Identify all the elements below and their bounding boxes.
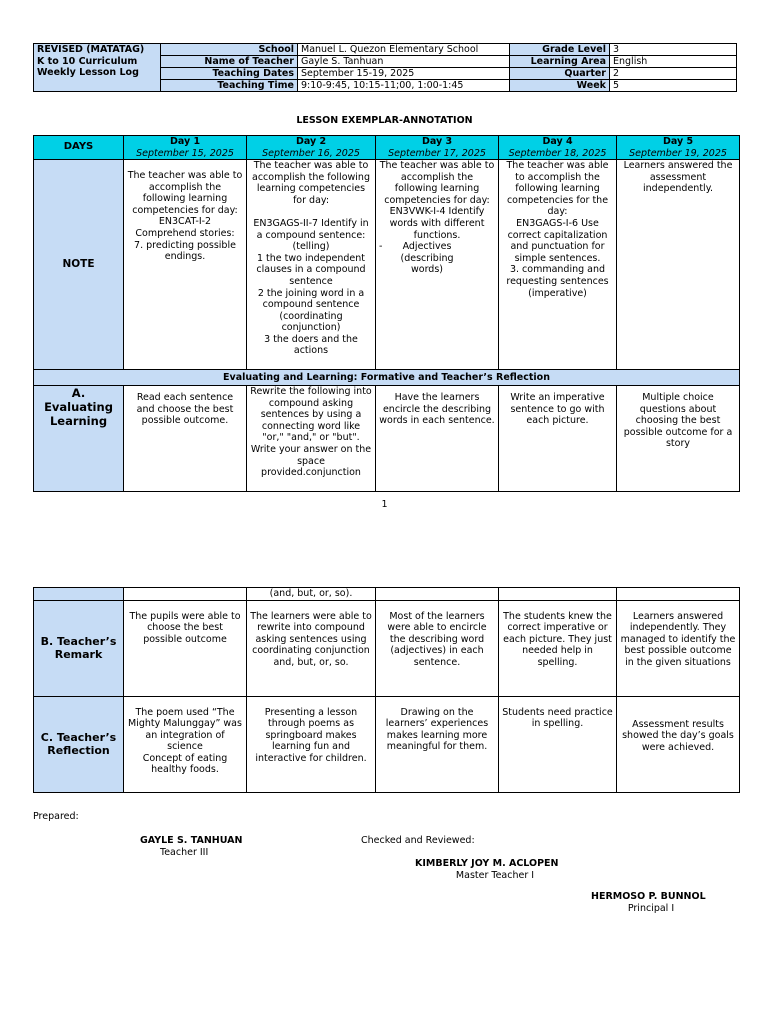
note-day-2: The teacher was able to accomplish the following learning competencies for day: EN3GAGS-II-7 Identify in a compound sentence: (telling) 1 the two independent clauses in a compound sentence 2 the joining word in a compound sentence (coordinating conjunction) 3 the doers and the actions	[247, 160, 376, 370]
learning-area-value: English	[610, 56, 737, 68]
note-day-5: Learners answered the assessment independently.	[617, 160, 740, 370]
day-4-name: Day 4	[542, 136, 573, 147]
page-number: 1	[381, 499, 388, 510]
quarter-label: Quarter	[510, 68, 610, 80]
week-label: Week	[510, 80, 610, 92]
reflection-day-3: Drawing on the learners’ experiences makes learning more meaningful for them.	[376, 696, 499, 792]
day-5-header	[617, 136, 740, 160]
checker-name: KIMBERLY JOY M. ACLOPEN	[415, 858, 559, 869]
evaluating-learning-label: A. Evaluating Learning	[34, 386, 124, 492]
remark-day-3: Most of the learners were able to encircle the describing word (adjectives) in each sentence.	[376, 600, 499, 696]
learning-area-label: Learning Area	[510, 56, 610, 68]
evaluating-day-3: Have the learners encircle the describing words in each sentence.	[376, 386, 499, 492]
remark-day-2: The learners were able to rewrite into compound asking sentences using coordinating conjunction and, but, or, so.	[247, 600, 376, 696]
day-5-name: Day 5	[662, 136, 694, 147]
adjectives-bullet: - Adjectives (describing words)	[379, 241, 454, 276]
school-label: School	[161, 44, 298, 56]
school-value: Manuel L. Quezon Elementary School	[298, 44, 510, 56]
day-4-header	[499, 136, 617, 160]
day-2-date: September 16, 2025	[262, 147, 360, 159]
teachers-reflection-label: C. Teacher’s Reflection	[34, 696, 124, 792]
teacher-label: Name of Teacher	[161, 56, 298, 68]
principal-signature-block	[591, 891, 711, 914]
reflection-day-1: The poem used “The Mighty Malunggay” was an integration of science Concept of eating healthy foods.	[124, 696, 247, 792]
day-5-date: September 19, 2025	[629, 147, 727, 159]
day-1-header	[124, 136, 247, 160]
preparer-role: Teacher III	[160, 846, 209, 858]
lesson-exemplar-table	[33, 135, 740, 492]
reflection-day-4: Students need practice in spelling.	[499, 696, 617, 792]
reflection-day-2: Presenting a lesson through poems as springboard makes learning fun and interactive for children.	[247, 696, 376, 792]
day-1-date: September 15, 2025	[136, 147, 234, 159]
preparer-signature-block	[140, 835, 256, 858]
checker-role: Master Teacher I	[455, 869, 535, 881]
note-day-1: The teacher was able to accomplish the following learning competencies for day: EN3CAT-I-2 Comprehend stories: 7. predicting possible endings.	[124, 160, 247, 370]
day-3-name: Day 3	[421, 136, 453, 147]
days-header: DAYS	[34, 136, 124, 160]
checker-signature-block	[415, 858, 575, 881]
grade-level-label: Grade Level	[510, 44, 610, 56]
evaluating-day-4: Write an imperative sentence to go with each picture.	[499, 386, 617, 492]
teaching-dates-label: Teaching Dates	[161, 68, 298, 80]
principal-role: Principal I	[627, 902, 675, 914]
continued-day-2: (and, but, or, so).	[247, 588, 376, 601]
evaluating-day-2: Rewrite the following into compound asking sentences by using a connecting word like "or," "and," or "but". Write your answer on the space provided.conjunction	[247, 386, 376, 492]
continued-day-5	[617, 588, 740, 601]
exemplar-title: LESSON EXEMPLAR-ANNOTATION	[296, 115, 473, 126]
teachers-remark-label: B. Teacher’s Remark	[34, 600, 124, 696]
day-3-date: September 17, 2025	[388, 147, 486, 159]
continued-day-1	[124, 588, 247, 601]
note-day-3: The teacher was able to accomplish the following learning competencies for day: EN3VWK-I-4 Identify words with different functions. - Adjectives (describing words)	[376, 160, 499, 370]
day-2-header	[247, 136, 376, 160]
day-2-name: Day 2	[295, 136, 327, 147]
prepared-label: Prepared:	[33, 811, 79, 822]
quarter-value: 2	[610, 68, 737, 80]
section-title: Evaluating and Learning: Formative and Teacher’s Reflection	[34, 370, 740, 386]
remark-day-1: The pupils were able to choose the best possible outcome	[124, 600, 247, 696]
continued-day-4	[499, 588, 617, 601]
checked-label: Checked and Reviewed:	[361, 835, 475, 846]
day-4-date: September 18, 2025	[508, 147, 607, 159]
note-day-4: The teacher was able to accomplish the following learning competencies for the day: EN3GAGS-I-6 Use correct capitalization and punctuation for simple sentences. 3. commanding and requesting sentences (imperative)	[499, 160, 617, 370]
remark-day-5: Learners answered independently. They managed to identify the best possible outcome in the given situations	[617, 600, 740, 696]
continued-label-cell	[34, 588, 124, 601]
continued-day-3	[376, 588, 499, 601]
evaluating-day-1: Read each sentence and choose the best possible outcome.	[124, 386, 247, 492]
teaching-dates-value: September 15-19, 2025	[298, 68, 510, 80]
reflection-day-5: Assessment results showed the day’s goals were achieved.	[617, 696, 740, 792]
preparer-name: GAYLE S. TANHUAN	[140, 835, 243, 846]
evaluating-day-5: Multiple choice questions about choosing the best possible outcome for a story	[617, 386, 740, 492]
note-row-label: NOTE	[34, 160, 124, 370]
remark-day-4: The students knew the correct imperative or each picture. They just needed help in spelling.	[499, 600, 617, 696]
curriculum-title: REVISED (MATATAG) K to 10 Curriculum Weekly Lesson Log	[34, 44, 161, 92]
teaching-time-value: 9:10-9:45, 10:15-11;00, 1:00-1:45	[298, 80, 510, 92]
lesson-exemplar-table-continued	[33, 587, 740, 793]
day-3-header	[376, 136, 499, 160]
lesson-log-header-table	[33, 43, 737, 92]
principal-name: HERMOSO P. BUNNOL	[591, 891, 706, 902]
week-value: 5	[610, 80, 737, 92]
day-1-name: Day 1	[169, 136, 201, 147]
teacher-value: Gayle S. Tanhuan	[298, 56, 510, 68]
grade-level-value: 3	[610, 44, 737, 56]
teaching-time-label: Teaching Time	[161, 80, 298, 92]
